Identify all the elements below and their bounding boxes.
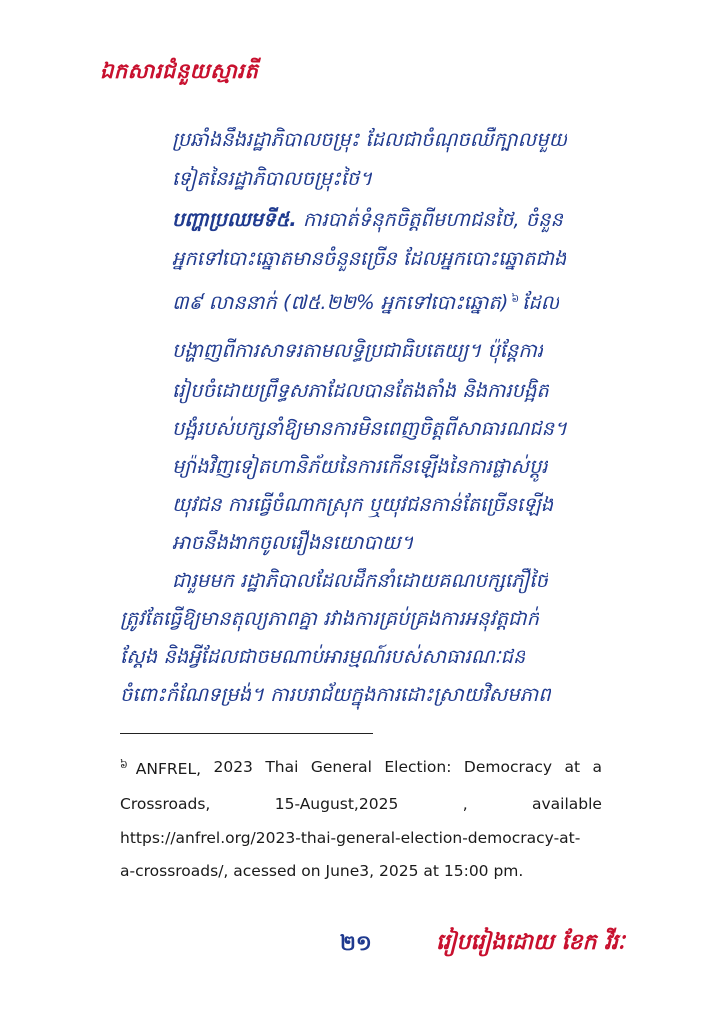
- footnote-word: Election:: [384, 758, 452, 776]
- footnote-word: Thai: [265, 758, 299, 776]
- footnote-word: ,: [462, 795, 468, 813]
- body-line-heading: [172, 207, 563, 236]
- body-line-text: ៣៩ លាននាក់ (៧៥.២២% អ្នកទៅបោះឆ្នោត): [172, 291, 509, 314]
- body-line-with-ref: [172, 290, 559, 319]
- footnote-divider: [120, 733, 373, 734]
- body-line: ត្រូវតែធ្វើឱ្យមានតុល្យភាពគ្នា រវាងការគ្រប់គ្រងការអនុវត្តជាក់: [120, 607, 539, 630]
- footnote-word: a: [592, 758, 602, 776]
- footnote-word: 15-August,2025: [274, 795, 399, 813]
- body-line: យុវជន ការធ្វើចំណាកស្រុក ឬយុវជនកាន់តែច្រើនឡើង: [172, 493, 554, 516]
- footnote-word: Democracy: [463, 758, 553, 776]
- author-credit: រៀបរៀងដោយ ខែក វីរៈ: [436, 930, 625, 955]
- body-line: ស្តែង និងអ្វីដែលជាចមណាប់អារម្មណ៍របស់សាធារណៈជន: [120, 645, 526, 668]
- body-line: ជារួមមក រដ្ឋាភិបាលដែលដឹកនាំដោយគណបក្សភឿថៃ: [172, 569, 548, 592]
- footnote-access-line: a-crossroads/, acessed on June3, 2025 at 15:00 pm.: [120, 862, 524, 880]
- challenge-heading: បញ្ហាប្រឈមទី៥.: [172, 208, 297, 231]
- footnote-word: 2023: [213, 758, 253, 776]
- header-title: ឯកសារជំនួយស្មារតី: [100, 59, 259, 83]
- body-line: ម្យ៉ាងវិញទៀតហានិភ័យនៃការកើនឡើងនៃការផ្លាស់ប្តូរ: [172, 455, 548, 478]
- body-line: បង្ហាញពីការសាទរតាមលទ្ធិប្រជាធិបតេយ្យ។ ប៉ុន្តែការ: [172, 339, 544, 362]
- footnote-word: Crossroads,: [120, 795, 211, 813]
- body-line: ចំពោះកំណែទម្រង់។ ការបរាជ័យក្នុងការដោះស្រាយវិសមភាព: [120, 683, 551, 706]
- footnote-url-line[interactable]: https://anfrel.org/2023-thai-general-election-democracy-at-: [120, 829, 581, 847]
- body-line: រៀបចំដោយព្រឹទ្ធសភាដែលបានតែងតាំង និងការបង្អិត: [172, 379, 549, 402]
- footnote-line-1: [120, 758, 602, 778]
- footnote-word: $^៦$ ANFREL,: [120, 758, 202, 779]
- body-line: អាចនឹងងាកចូលរឿងនយោបាយ។: [172, 531, 414, 554]
- body-line-rest: ការបាត់ទំនុកចិត្តពីមហាជនថៃ, ចំនួន: [302, 208, 563, 231]
- body-line: ប្រឆាំងនឹងរដ្ឋាភិបាលចម្រុះ ដែលជាចំណុចឈឺក្បាលមួយ: [172, 128, 568, 151]
- footnote-word: available: [532, 795, 602, 813]
- footnote-ref[interactable]: ៦: [511, 291, 520, 305]
- body-line-tail: ដែល: [522, 291, 560, 314]
- page-number: ២១: [340, 931, 372, 955]
- footnote-word: General: [310, 758, 372, 776]
- footnote-line-2: [120, 795, 602, 813]
- body-line: អ្នកទៅបោះឆ្នោតមានចំនួនច្រើន ដែលអ្នកបោះឆ្នោតជាង: [172, 247, 567, 270]
- body-line: ទៀតនៃរដ្ឋាភិបាលចម្រុះថៃ។: [172, 167, 373, 190]
- footnote-mark: ៦: [120, 758, 128, 771]
- body-line: បង្អំរបស់បក្សនាំឱ្យមានការមិនពេញចិត្តពីសាធារណជន។: [172, 417, 567, 440]
- footnote-word: at: [564, 758, 581, 776]
